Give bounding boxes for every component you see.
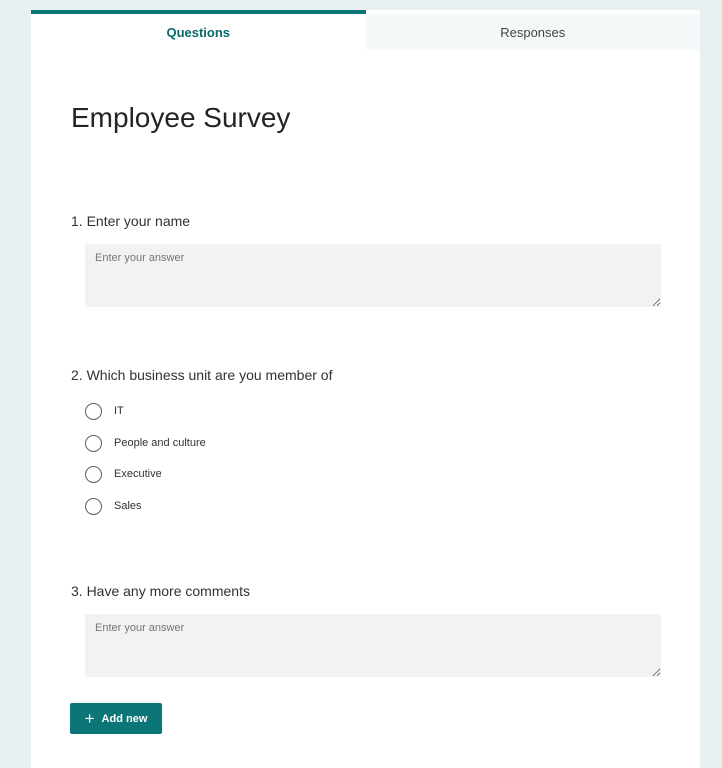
question-3-label[interactable]: 3. Have any more comments [71, 583, 250, 599]
plus-icon: + [84, 709, 95, 728]
radio-option-it[interactable] [85, 401, 124, 421]
question-1-label[interactable]: 1. Enter your name [71, 213, 191, 229]
option-label: IT [114, 405, 124, 417]
option-label: Sales [114, 500, 142, 512]
question-1-answer-input[interactable] [85, 244, 661, 307]
tab-bar [31, 10, 700, 50]
radio-circle-icon[interactable] [85, 498, 102, 515]
radio-option-people-and-culture[interactable] [85, 433, 206, 453]
add-new-label: Add new [101, 712, 148, 725]
form-title[interactable]: Employee Survey [71, 102, 291, 133]
tab-responses[interactable]: Responses [366, 14, 701, 50]
tab-questions[interactable]: Questions [31, 10, 366, 50]
option-label: People and culture [114, 437, 206, 449]
radio-option-sales[interactable] [85, 496, 142, 516]
radio-circle-icon[interactable] [85, 435, 102, 452]
radio-circle-icon[interactable] [85, 403, 102, 420]
question-3-answer-input[interactable] [85, 614, 661, 677]
question-2-label[interactable]: 2. Which business unit are you member of [71, 367, 333, 383]
option-label: Executive [114, 468, 162, 480]
add-new-button[interactable] [70, 703, 162, 734]
radio-option-executive[interactable] [85, 464, 162, 484]
radio-circle-icon[interactable] [85, 466, 102, 483]
form-card [31, 10, 700, 768]
